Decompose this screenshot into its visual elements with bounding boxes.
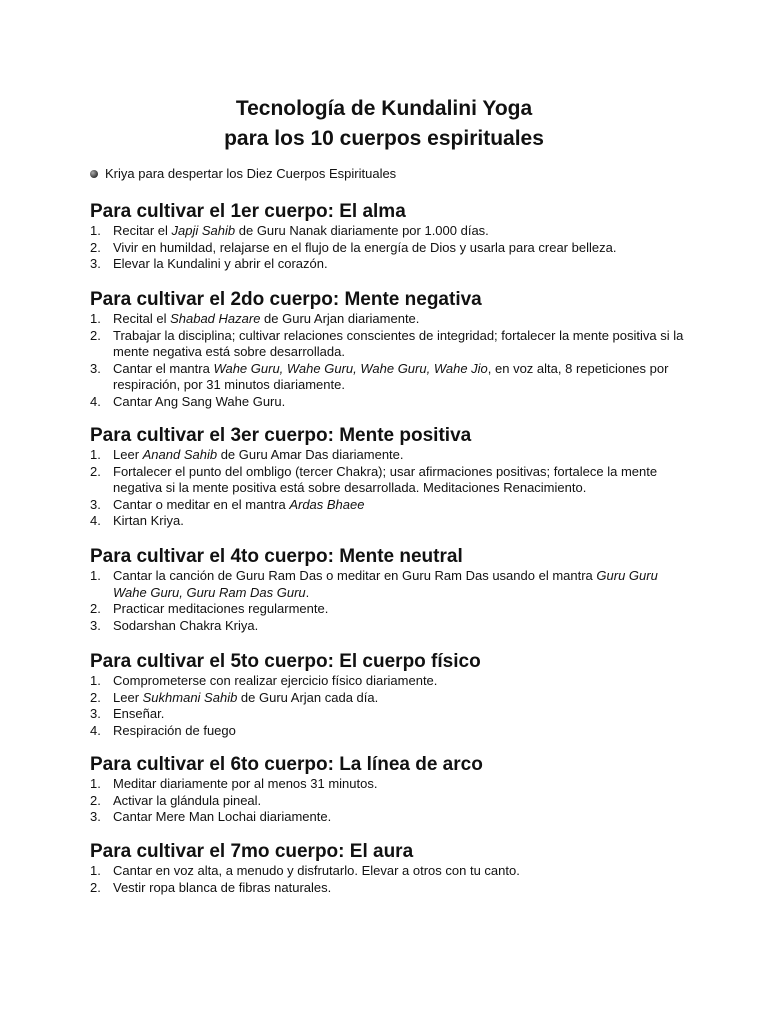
list-item bbox=[90, 311, 690, 328]
item-text: Cantar Ang Sang Wahe Guru. bbox=[113, 393, 286, 409]
item-text: , en voz alta, 8 repeticiones por respiración, por 31 minutos diariamente. bbox=[113, 360, 669, 393]
list-item-number: 3. bbox=[90, 617, 101, 633]
list-item-number: 3. bbox=[90, 809, 101, 825]
list-item bbox=[90, 513, 690, 530]
section-5 bbox=[90, 650, 690, 739]
list-item-number: 3. bbox=[90, 360, 101, 376]
list-item bbox=[90, 673, 690, 690]
item-text: Elevar la Kundalini y abrir el corazón. bbox=[113, 256, 328, 272]
section-6 bbox=[90, 753, 690, 826]
list-item-number: 2. bbox=[90, 792, 101, 808]
list-item-number: 1. bbox=[90, 223, 101, 238]
list-item bbox=[90, 223, 690, 240]
section-heading: Para cultivar el 2do cuerpo: Mente negativa bbox=[90, 289, 482, 310]
item-text: Vestir ropa blanca de fibras naturales. bbox=[113, 879, 332, 895]
section-heading: Para cultivar el 6to cuerpo: La línea de arco bbox=[90, 754, 483, 775]
list-item bbox=[90, 256, 690, 273]
page-title bbox=[0, 94, 768, 154]
item-text: Leer bbox=[113, 689, 143, 705]
item-text: Recital el bbox=[113, 311, 171, 326]
list-item bbox=[90, 464, 690, 497]
italic-text: Anand Sahib bbox=[142, 447, 218, 462]
item-text: Fortalecer el punto del ombligo (tercer Chakra); usar afirmaciones positivas; fortalece la mente negativa si la mente positiva está sobre desarrollada. Meditaciones Renacimiento. bbox=[113, 463, 658, 496]
italic-text: Japji Sahib bbox=[171, 223, 236, 238]
section-heading: Para cultivar el 5to cuerpo: El cuerpo físico bbox=[90, 651, 481, 672]
section-list bbox=[90, 776, 690, 826]
item-text: de Guru Amar Das diariamente. bbox=[217, 447, 404, 462]
intro-bullet bbox=[90, 166, 396, 182]
list-item bbox=[90, 328, 690, 361]
list-item bbox=[90, 706, 690, 723]
list-item-number: 1. bbox=[90, 776, 101, 791]
item-text: Recitar el bbox=[113, 223, 172, 238]
section-list bbox=[90, 447, 690, 530]
italic-text: Guru Guru Wahe Guru, Guru Ram Das Guru bbox=[113, 568, 658, 600]
intro-bullet-text: Kriya para despertar los Diez Cuerpos Espirituales bbox=[105, 166, 397, 181]
item-text: Cantar Mere Man Lochai diariamente. bbox=[113, 809, 332, 825]
list-item-number: 3. bbox=[90, 256, 101, 272]
item-text: Practicar meditaciones regularmente. bbox=[113, 601, 329, 617]
italic-text: Wahe Guru, Wahe Guru, Wahe Guru, Wahe Jio bbox=[213, 360, 488, 376]
list-item-number: 2. bbox=[90, 601, 101, 617]
item-text: . bbox=[305, 584, 310, 600]
section-2 bbox=[90, 288, 690, 411]
section-heading: Para cultivar el 4to cuerpo: Mente neutral bbox=[90, 546, 463, 567]
item-text: Trabajar la disciplina; cultivar relaciones conscientes de integridad; fortalecer la mente positiva si la mente negativa está sobre desarrollada. bbox=[113, 327, 684, 360]
section-7 bbox=[90, 840, 690, 896]
title-line-1: Tecnología de Kundalini Yoga bbox=[235, 97, 533, 120]
list-item-number: 1. bbox=[90, 863, 101, 878]
section-list bbox=[90, 223, 690, 273]
item-text: Leer bbox=[113, 447, 143, 462]
list-item-number: 4. bbox=[90, 513, 101, 529]
section-list bbox=[90, 568, 690, 634]
list-item-number: 1. bbox=[90, 311, 101, 326]
item-text: Meditar diariamente por al menos 31 minutos. bbox=[113, 776, 378, 791]
list-item-number: 2. bbox=[90, 689, 101, 705]
list-item-number: 4. bbox=[90, 393, 101, 409]
item-text: de Guru Nanak diariamente por 1.000 días. bbox=[235, 223, 489, 238]
list-item bbox=[90, 240, 690, 257]
list-item bbox=[90, 776, 690, 793]
italic-text: Sukhmani Sahib bbox=[142, 689, 238, 705]
item-text: Comprometerse con realizar ejercicio físico diariamente. bbox=[113, 673, 438, 688]
list-item bbox=[90, 880, 690, 897]
item-text: Activar la glándula pineal. bbox=[113, 792, 262, 808]
item-text: de Guru Arjan cada día. bbox=[237, 689, 379, 705]
section-heading: Para cultivar el 1er cuerpo: El alma bbox=[90, 201, 406, 222]
section-list bbox=[90, 673, 690, 739]
list-item bbox=[90, 863, 690, 880]
list-item-number: 3. bbox=[90, 706, 101, 722]
item-text: Cantar la canción de Guru Ram Das o meditar en Guru Ram Das usando el mantra bbox=[113, 568, 597, 583]
list-item bbox=[90, 723, 690, 740]
title-line-2: para los 10 cuerpos espirituales bbox=[224, 127, 544, 150]
item-text: Cantar o meditar en el mantra bbox=[113, 496, 290, 512]
item-text: Enseñar. bbox=[113, 706, 165, 722]
item-text: Respiración de fuego bbox=[113, 722, 236, 738]
section-3 bbox=[90, 424, 690, 530]
list-item-number: 1. bbox=[90, 568, 101, 583]
list-item-number: 2. bbox=[90, 879, 101, 895]
item-text: Vivir en humildad, relajarse en el flujo de la energía de Dios y usarla para crear belleza. bbox=[113, 239, 617, 255]
list-item bbox=[90, 809, 690, 826]
list-item bbox=[90, 618, 690, 635]
list-item-number: 2. bbox=[90, 239, 101, 255]
list-item bbox=[90, 497, 690, 514]
item-text: Cantar en voz alta, a menudo y disfrutarlo. Elevar a otros con tu canto. bbox=[113, 863, 520, 878]
list-item bbox=[90, 447, 690, 464]
bullet-dot-icon bbox=[90, 170, 98, 178]
list-item-number: 1. bbox=[90, 673, 101, 688]
list-item-number: 2. bbox=[90, 463, 101, 479]
item-text: Sodarshan Chakra Kriya. bbox=[113, 617, 259, 633]
list-item bbox=[90, 690, 690, 707]
section-heading: Para cultivar el 3er cuerpo: Mente positiva bbox=[90, 425, 472, 446]
list-item bbox=[90, 361, 690, 394]
italic-text: Shabad Hazare bbox=[170, 311, 261, 326]
section-heading: Para cultivar el 7mo cuerpo: El aura bbox=[90, 841, 414, 862]
list-item-number: 1. bbox=[90, 447, 101, 462]
section-list bbox=[90, 311, 690, 411]
list-item-number: 2. bbox=[90, 327, 101, 343]
italic-text: Ardas Bhaee bbox=[289, 496, 365, 512]
item-text: Cantar el mantra bbox=[113, 360, 214, 376]
item-text: de Guru Arjan diariamente. bbox=[260, 311, 420, 326]
item-text: Kirtan Kriya. bbox=[113, 513, 184, 529]
section-list bbox=[90, 863, 690, 896]
list-item bbox=[90, 601, 690, 618]
section-1 bbox=[90, 200, 690, 273]
list-item-number: 4. bbox=[90, 722, 101, 738]
list-item bbox=[90, 394, 690, 411]
list-item bbox=[90, 568, 690, 601]
section-4 bbox=[90, 545, 690, 634]
list-item bbox=[90, 793, 690, 810]
list-item-number: 3. bbox=[90, 496, 101, 512]
